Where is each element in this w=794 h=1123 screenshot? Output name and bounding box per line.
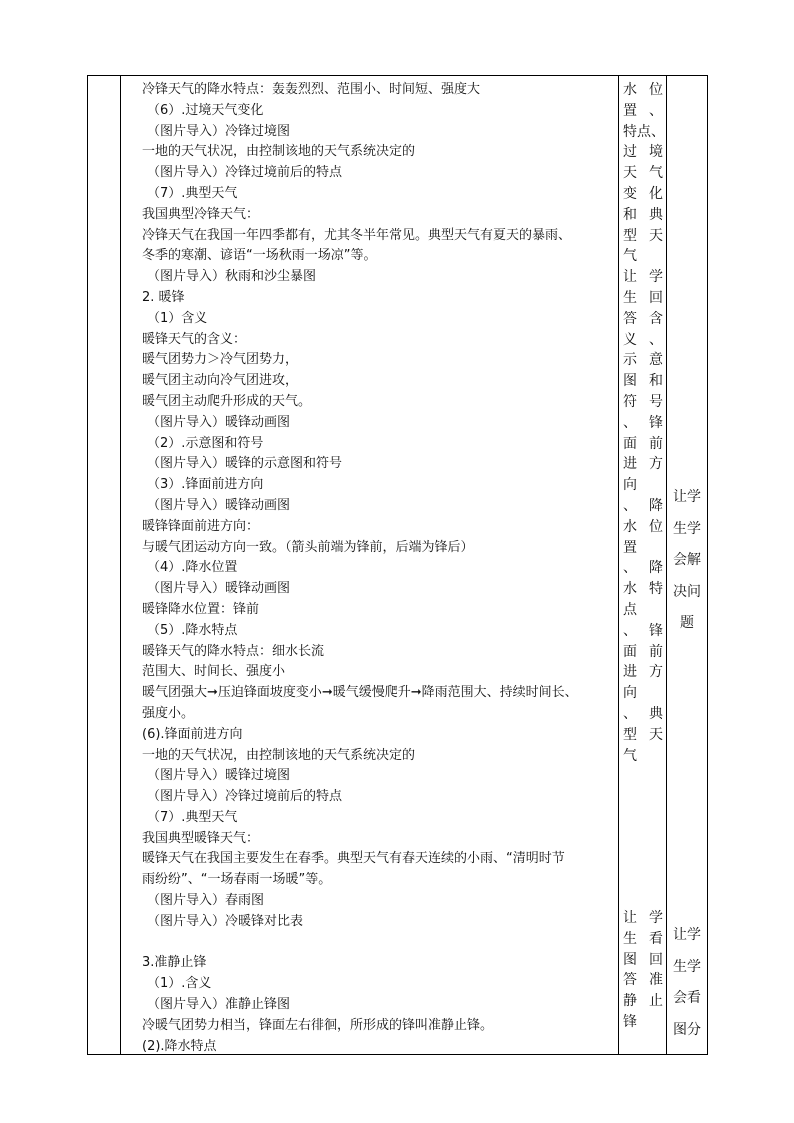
content-line: （5）.降水特点 (147, 622, 238, 638)
column-divider (666, 76, 667, 1054)
content-line: （4）.降水位置 (147, 560, 238, 576)
activity-line: 特 点 、 (623, 123, 665, 140)
activity-line: 示 意 (623, 352, 663, 369)
content-line: （图片导入）春雨图 (147, 893, 265, 909)
activity-line: 生 看 (623, 930, 663, 947)
content-line: 暖气团主动向冷气团进攻， (142, 373, 299, 389)
intent-line: 生学 (673, 958, 701, 975)
content-line: （图片导入）暖锋动画图 (147, 414, 291, 430)
activity-line: 进 方 (623, 456, 663, 473)
student-activity-column (623, 80, 663, 766)
content-line: 暖锋天气在我国主要发生在春季。典型天气有春天连续的小雨、“清明时节 (142, 851, 565, 867)
content-line: 暖锋锋面前进方向： (142, 518, 260, 534)
content-line: 冬季的寒潮、谚语“一场秋雨一场凉”等。 (142, 248, 377, 264)
content-line: 范围大、时间长、强度小 (142, 664, 286, 680)
lesson-plan-table (87, 75, 708, 1055)
activity-line: 图 回 (623, 951, 663, 968)
content-line: （图片导入）秋雨和沙尘暴图 (147, 269, 317, 285)
content-line: 我国典型冷锋天气： (142, 206, 260, 222)
activity-line: 义 、 (623, 331, 663, 348)
content-line: 暖锋降水位置：锋前 (142, 601, 260, 617)
content-line: 冷锋天气在我国一年四季都有，尤其冬半年常见。典型天气有夏天的暴雨、 (142, 227, 572, 243)
activity-line: 型 天 (623, 726, 663, 743)
activity-line: 、 典 (623, 705, 663, 722)
content-line: 与暖气团运动方向一致。（箭头前端为锋前，后端为锋后） (142, 539, 474, 555)
content-line: 冷暖气团势力相当，锋面左右徘徊，所形成的锋叫准静止锋。 (142, 1017, 494, 1033)
content-line: （7）.典型天气 (147, 185, 238, 201)
content-line: 冷锋天气的降水特点：轰轰烈烈、范围小、时间短、强度大 (142, 82, 481, 97)
content-line: （1）.含义 (147, 976, 212, 992)
activity-line: 置 (623, 539, 637, 556)
content-line: 雨纷纷”、“一场春雨一场暖”等。 (142, 872, 332, 888)
content-line: (6).锋面前进方向 (142, 726, 243, 742)
design-intent-cell (669, 920, 705, 1046)
activity-line: 进 方 (623, 664, 663, 681)
content-line: 我国典型暖锋天气： (142, 830, 260, 846)
content-line: （图片导入）冷锋过境前后的特点 (147, 165, 343, 181)
content-line: （图片导入）暖锋过境图 (147, 768, 291, 784)
column-divider (618, 76, 619, 1054)
content-line: 暖锋天气的降水特点：细水长流 (142, 643, 325, 659)
student-activity-column (623, 908, 663, 1033)
intent-line: 决问 (673, 583, 701, 600)
content-line: （图片导入）冷锋过境图 (147, 123, 291, 139)
activity-line: 水 位 (623, 518, 663, 535)
content-line: 3.准静止锋 (142, 955, 207, 971)
activity-line: 型 天 (623, 227, 663, 244)
activity-line: 水 位 (623, 82, 663, 98)
content-line: 暖气团强大➞压迫锋面坡度变小➞暖气缓慢爬升➞降雨范围大、持续时间长、 (142, 685, 578, 701)
design-intent-cell (669, 482, 705, 640)
content-line: （图片导入）冷锋过境前后的特点 (147, 789, 343, 805)
content-line: 一地的天气状况，由控制该地的天气系统决定的 (142, 144, 416, 160)
activity-line: 、 锋 (623, 622, 663, 639)
content-line: 暖气团势力＞冷气团势力， (142, 352, 299, 368)
intent-line: 会解 (673, 552, 701, 568)
activity-line: 、 降 (623, 560, 663, 577)
activity-line: 让 学 (623, 910, 663, 926)
activity-line: 面 前 (623, 435, 663, 452)
content-line: 一地的天气状况，由控制该地的天气系统决定的 (142, 747, 416, 763)
content-line: （图片导入）暖锋动画图 (147, 497, 291, 513)
activity-line: 过 境 (623, 144, 663, 161)
activity-line: 答 准 (623, 972, 663, 989)
column-divider (120, 76, 121, 1054)
activity-line: 图 和 (623, 373, 663, 390)
content-line: （图片导入）暖锋动画图 (147, 581, 291, 597)
activity-line: 气 (623, 747, 637, 764)
activity-line: 答 含 (623, 310, 663, 327)
content-line: 暖气团主动爬升形成的天气。 (142, 393, 312, 409)
content-line: （7）.典型天气 (147, 809, 238, 825)
intent-line: 题 (680, 615, 694, 631)
activity-line: 向 (623, 685, 637, 702)
content-line: （1）含义 (147, 310, 208, 326)
activity-line: 天 气 (623, 165, 663, 182)
content-line: 暖锋天气的含义： (142, 331, 247, 347)
content-line: （2）.示意图和符号 (147, 435, 264, 451)
activity-line: 点 (623, 601, 637, 618)
activity-line: 、 降 (623, 497, 663, 514)
activity-line: 锋 (623, 1013, 637, 1030)
intent-line: 生学 (673, 520, 701, 537)
content-line: (2).降水特点 (142, 1038, 217, 1054)
content-line: 强度小。 (142, 705, 195, 721)
activity-line: 置 、 (623, 102, 663, 119)
intent-line: 图分 (673, 1021, 701, 1038)
activity-line: 和 典 (623, 206, 663, 223)
activity-line: 面 前 (623, 643, 663, 660)
content-line: 2. 暖锋 (142, 289, 185, 305)
teaching-content-column (142, 80, 618, 1057)
content-line: （6）.过境天气变化 (147, 102, 264, 118)
intent-line: 让学 (673, 927, 701, 943)
content-line: （图片导入）准静止锋图 (147, 997, 291, 1013)
intent-line: 让学 (673, 489, 701, 505)
blank-line (142, 933, 618, 954)
content-line: （图片导入）暖锋的示意图和符号 (147, 456, 343, 472)
activity-line: 变 化 (623, 185, 663, 202)
activity-line: 符 号 (623, 393, 663, 410)
activity-line: 向 (623, 477, 637, 494)
activity-line: 水 特 (623, 581, 663, 598)
activity-line: 气 (623, 248, 637, 265)
content-line: （图片导入）冷暖锋对比表 (147, 913, 304, 929)
intent-line: 会看 (673, 990, 701, 1006)
activity-line: 让 学 (623, 269, 663, 286)
activity-line: 、 锋 (623, 414, 663, 431)
activity-line: 静 止 (623, 993, 663, 1010)
content-line: （3）.锋面前进方向 (147, 477, 264, 493)
activity-line: 生 回 (623, 289, 663, 306)
